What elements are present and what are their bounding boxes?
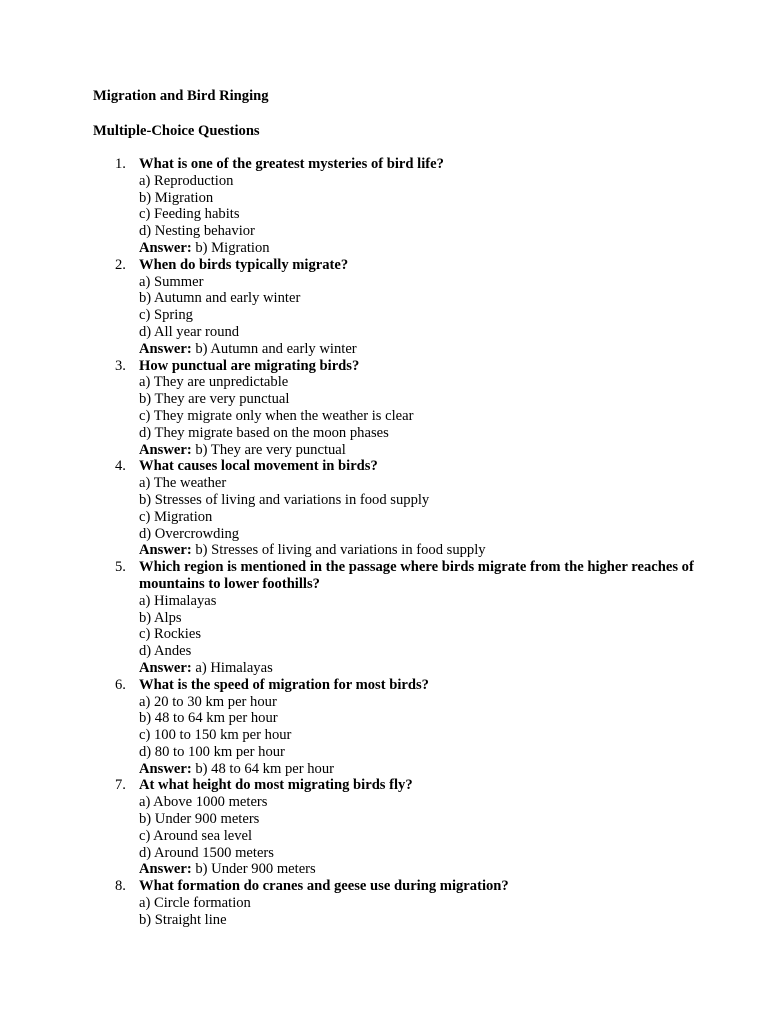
option-a: a) The weather [139,475,227,492]
question-text: At what height do most migrating birds fly? [139,777,413,794]
option-d: d) Around 1500 meters [139,844,274,861]
question-item [0,257,699,358]
answer-label: Answer: [139,441,192,458]
option-a: a) 20 to 30 km per hour [139,693,277,710]
option-a: a) Himalayas [139,592,217,609]
option-a: a) Summer [139,273,204,290]
question-item [0,559,699,677]
answer-value: b) Migration [195,239,270,256]
question-text: What is the speed of migration for most birds? [139,676,429,693]
answer-value: b) 48 to 64 km per hour [195,760,334,777]
answer-line [139,761,699,778]
answer-line [139,542,699,559]
option-d: d) Andes [139,643,192,660]
question-item [0,677,699,778]
answer-value: b) Under 900 meters [195,861,316,878]
option-a: a) Circle formation [139,895,251,912]
answer-line [139,442,699,459]
option-b: b) Straight line [139,911,227,928]
option-c: c) Rockies [139,626,202,643]
answer-label: Answer: [139,760,192,777]
option-d: d) 80 to 100 km per hour [139,743,285,760]
document-title: Migration and Bird Ringing [93,88,269,104]
question-number: 6. [115,676,126,693]
answer-line [139,341,699,358]
answer-line [139,861,699,878]
question-number: 7. [115,777,126,794]
question-number: 2. [115,256,126,273]
option-a: a) Reproduction [139,172,234,189]
answer-line [139,240,699,257]
option-d: d) Nesting behavior [139,223,255,240]
question-item [0,156,699,257]
option-c: c) They migrate only when the weather is clear [139,407,414,424]
answer-label: Answer: [139,340,192,357]
answer-value: b) Autumn and early winter [195,340,357,357]
question-item [0,878,699,928]
question-text: What formation do cranes and geese use during migration? [139,878,509,895]
answer-label: Answer: [139,861,192,878]
answer-line [139,660,699,677]
option-c: c) Migration [139,508,213,525]
option-c: c) Around sea level [139,827,253,844]
question-text: Which region is mentioned in the passage where birds migrate from the higher reaches of mountains to lower foothills? [139,559,694,592]
question-number: 8. [115,878,126,895]
option-b: b) 48 to 64 km per hour [139,710,278,727]
option-a: a) Above 1000 meters [139,794,268,811]
question-item [0,358,699,459]
option-d: d) All year round [139,323,240,340]
question-text: What is one of the greatest mysteries of bird life? [139,156,444,172]
answer-value: b) Stresses of living and variations in food supply [195,542,486,559]
option-b: b) Stresses of living and variations in food supply [139,491,430,508]
option-d: d) They migrate based on the moon phases [139,424,389,441]
question-item [0,458,699,559]
option-b: b) Migration [139,189,214,206]
option-b: b) Under 900 meters [139,811,260,828]
question-text: How punctual are migrating birds? [139,357,360,374]
question-number: 3. [115,357,126,374]
question-text: What causes local movement in birds? [139,458,378,475]
option-a: a) They are unpredictable [139,374,289,391]
section-title: Multiple-Choice Questions [93,123,260,139]
answer-label: Answer: [139,239,192,256]
question-number: 5. [115,559,126,576]
question-list [0,156,768,929]
option-b: b) Alps [139,609,182,626]
option-b: b) Autumn and early winter [139,290,301,307]
question-number: 4. [115,458,126,475]
question-number: 1. [115,156,126,172]
answer-label: Answer: [139,659,192,676]
question-text: When do birds typically migrate? [139,256,349,273]
option-c: c) Feeding habits [139,206,240,223]
option-c: c) Spring [139,307,193,324]
option-c: c) 100 to 150 km per hour [139,727,292,744]
answer-label: Answer: [139,542,192,559]
answer-value: b) They are very punctual [195,441,346,458]
option-b: b) They are very punctual [139,391,290,408]
option-d: d) Overcrowding [139,525,240,542]
question-item [0,777,699,878]
answer-value: a) Himalayas [195,659,273,676]
